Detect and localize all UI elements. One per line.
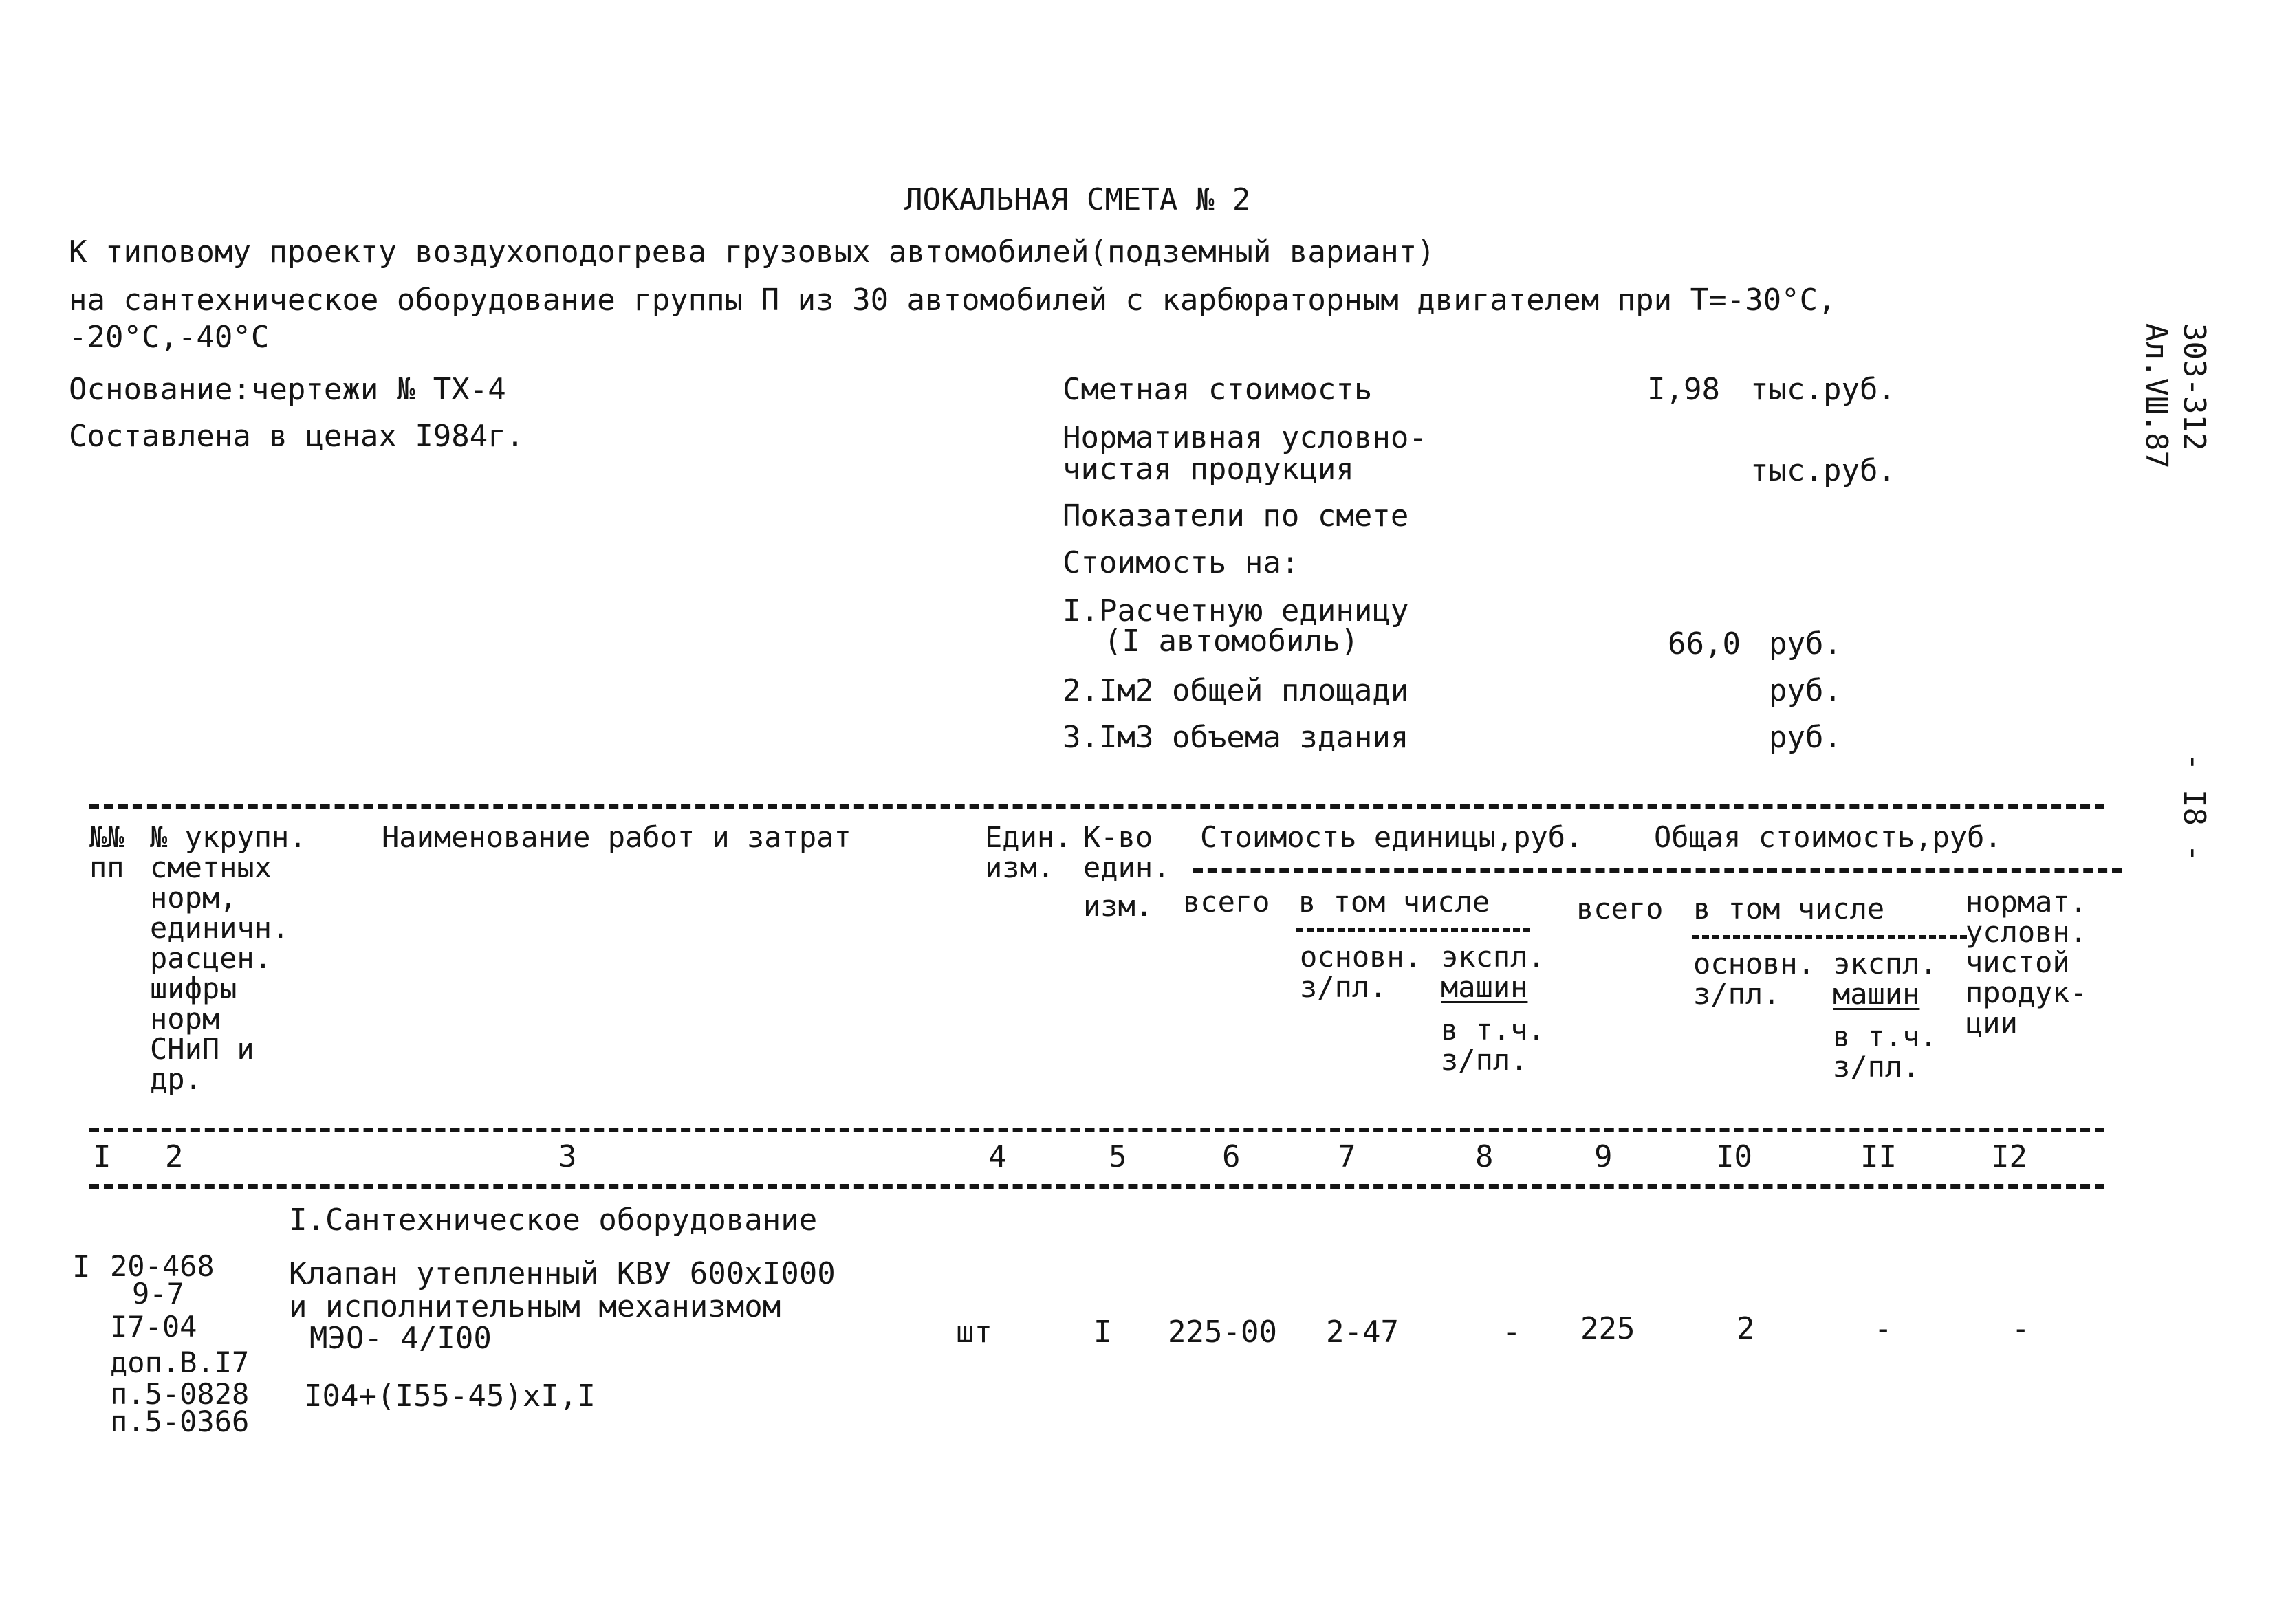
indicator-2-unit: руб. [1769, 673, 1842, 708]
page-number: - I8 - [2177, 753, 2212, 862]
unit-machine-header: экспл. [1441, 940, 1545, 974]
margin-album: Ал.VШ.87 [2139, 323, 2174, 469]
col-number-7: 7 [1338, 1139, 1356, 1174]
col-number-4: 4 [988, 1139, 1007, 1174]
unit-incl-header: в том числе [1298, 885, 1490, 919]
row-code-3: I7-04 [110, 1310, 197, 1343]
cost-label: Сметная стоимость [1063, 372, 1373, 407]
table-top-rule [89, 804, 2104, 809]
col-number-12: I2 [1991, 1139, 2027, 1174]
indicator-3-unit: руб. [1769, 720, 1842, 755]
cost-unit: тыс.руб. [1750, 372, 1896, 407]
row-norm: - [2012, 1311, 2030, 1346]
unit-cost-rule [1193, 868, 2122, 873]
prices-text: Составлена в ценах I984г. [69, 419, 525, 454]
col-unit-header: Един. изм. [985, 820, 1072, 884]
col-number-3: 3 [558, 1139, 577, 1174]
col-name-header: Наименование работ и затрат [382, 820, 851, 854]
col-code-header-body: сметных норм, единичн. расцен. шифры норм СНиП и др. [150, 851, 290, 1096]
row-code-6: п.5-0366 [110, 1405, 250, 1438]
col-qty-header-1: К-во [1083, 820, 1153, 854]
row-name-1: Клапан утепленный КВУ 600хI000 [289, 1256, 836, 1291]
row-unit: шт [956, 1315, 992, 1350]
row-total-machine: - [1874, 1311, 1893, 1346]
col-code-header-title: № укрупн. [150, 820, 307, 854]
unit-cost-header: Стоимость единицы,руб. [1200, 820, 1583, 854]
indicators-label: Показатели по смете [1063, 498, 1409, 534]
unit-incl-rule [1296, 928, 1530, 932]
col-number-8: 8 [1475, 1139, 1494, 1174]
total-machine-header: экспл. [1833, 947, 1937, 980]
col-number-9: 9 [1594, 1139, 1613, 1174]
row-code-5: п.5-0828 [110, 1377, 250, 1411]
col-number-2: 2 [165, 1139, 184, 1174]
col-number-11: II [1860, 1139, 1897, 1174]
total-incl-rule [1692, 935, 1967, 939]
col-qty-header-3: изм. [1083, 889, 1153, 923]
row-code-2: 9-7 [132, 1277, 184, 1310]
col-number-5: 5 [1109, 1139, 1127, 1174]
total-machines-header: машин [1833, 977, 1920, 1011]
total-basic-wage-header: основн. з/пл. [1693, 947, 1816, 1011]
unit-incl-wage-header: в т.ч. з/пл. [1441, 1013, 1545, 1077]
row-name-2: и исполнительным механизмом [289, 1289, 781, 1324]
col-number-1: I [93, 1139, 111, 1174]
row-total-wage: 2 [1737, 1311, 1755, 1346]
ncp-unit: тыс.руб. [1750, 453, 1896, 488]
col-number-10: I0 [1716, 1139, 1752, 1174]
total-incl-header: в том числе [1693, 892, 1885, 925]
col-qty-header-2: един. [1083, 851, 1171, 884]
indicator-1-line1: I.Расчетную единицу [1063, 593, 1409, 628]
row-formula: I04+(I55-45)хI,I [304, 1379, 596, 1414]
row-unit-total: 225-00 [1168, 1315, 1277, 1350]
temperature-line: -20°C,-40°C [69, 320, 270, 355]
col-num-header: №№ пп [89, 820, 124, 884]
project-line: К типовому проекту воздухоподогрева грузовых автомобилей(подземный вариант) [69, 234, 1435, 270]
ncp-label-1: Нормативная условно- [1063, 420, 1427, 455]
row-number: I [72, 1249, 91, 1284]
header-bottom-rule [89, 1128, 2104, 1132]
norm-header: нормат. условн. чистой продук- ции [1966, 885, 2088, 1040]
cost-on-label: Стоимость на: [1063, 545, 1300, 580]
basis-text: Основание:чертежи № ТХ-4 [69, 372, 506, 407]
row-code-1: 20-468 [110, 1249, 215, 1283]
row-unit-wage: 2-47 [1326, 1315, 1399, 1350]
unit-basic-wage-header: основн. з/пл. [1300, 940, 1422, 1004]
col-number-6: 6 [1222, 1139, 1241, 1174]
indicator-1-unit: руб. [1769, 626, 1842, 661]
total-incl-wage-header: в т.ч. з/пл. [1833, 1020, 1937, 1084]
section-title: I.Сантехническое оборудование [289, 1203, 818, 1238]
total-total-header: всего [1576, 892, 1664, 925]
cost-value: I,98 [1647, 372, 1720, 407]
row-code-4: доп.В.I7 [110, 1346, 250, 1379]
unit-machines-header: машин [1441, 970, 1528, 1004]
indicator-1-value: 66,0 [1668, 626, 1741, 661]
indicator-2-label: 2.Iм2 общей площади [1063, 673, 1409, 708]
indicator-1-line2: (I автомобиль) [1104, 624, 1359, 659]
row-total: 225 [1580, 1311, 1635, 1346]
margin-code: 303-312 [2177, 323, 2212, 451]
total-cost-header: Общая стоимость,руб. [1654, 820, 2002, 854]
document-title: ЛОКАЛЬНАЯ СМЕТА № 2 [904, 182, 1251, 217]
ncp-label-2: чистая продукция [1063, 452, 1354, 487]
row-name-3: МЭО- 4/I00 [309, 1321, 492, 1356]
numbers-bottom-rule [89, 1184, 2104, 1189]
unit-total-header: всего [1183, 885, 1270, 919]
row-qty: I [1093, 1315, 1112, 1350]
equipment-line: на сантехническое оборудование группы П из 30 автомобилей с карбюраторным двигателем при T=-30°C, [69, 283, 1836, 318]
row-unit-machine: - [1503, 1315, 1521, 1350]
indicator-3-label: 3.Iм3 объема здания [1063, 720, 1409, 755]
